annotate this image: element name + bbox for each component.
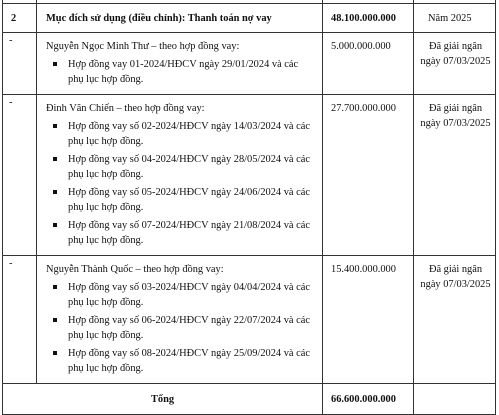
contract-item: Hợp đồng vay số 04-2024/HĐCV ngày 28/05/2024 và các phụ lục hợp đồng. (46, 152, 314, 182)
disbursement-note: Đã giải ngân ngày 07/03/2025 (414, 95, 496, 256)
bullet-icon (53, 285, 57, 289)
total-note-empty (414, 384, 496, 415)
purpose-amount: 48.100.000.000 (323, 4, 414, 33)
disbursement-note: Đã giải ngân ngày 07/03/2025 (414, 33, 496, 95)
lender-cell (37, 256, 323, 384)
contract-item: Hợp đồng vay số 03-2024/HĐCV ngày 04/04/2024 và các phụ lục hợp đồng. (46, 280, 314, 310)
row-dash: - (3, 95, 37, 256)
lender-name: Nguyễn Ngọc Minh Thư – theo hợp đồng vay: (46, 41, 240, 52)
contract-list (46, 280, 314, 376)
total-amount: 66.600.000.000 (323, 384, 414, 415)
row-dash: - (3, 33, 37, 95)
contract-item: Hợp đồng vay số 08-2024/HĐCV ngày 25/09/2024 và các phụ lục hợp đồng. (46, 346, 314, 376)
lender-amount: 5.000.000.000 (323, 33, 414, 95)
purpose-year: Năm 2025 (414, 4, 496, 33)
lender-amount: 27.700.000.000 (323, 95, 414, 256)
lender-cell (37, 95, 323, 256)
lender-amount: 15.400.000.000 (323, 256, 414, 384)
lender-name: Nguyễn Thành Quốc – theo hợp đồng vay: (46, 264, 224, 275)
lender-row (3, 256, 496, 384)
bullet-icon (53, 62, 57, 66)
lender-cell (37, 33, 323, 95)
row-number: 2 (3, 4, 37, 33)
purpose-header-row (3, 4, 496, 33)
total-label: Tổng (3, 384, 323, 415)
loan-repayment-table (2, 0, 496, 415)
contract-item: Hợp đồng vay số 06-2024/HĐCV ngày 22/07/2024 và các phụ lục hợp đồng. (46, 313, 314, 343)
bullet-icon (53, 223, 57, 227)
bullet-icon (53, 157, 57, 161)
contract-item: Hợp đồng vay 01-2024/HĐCV ngày 29/01/2024 và các phụ lục hợp đồng. (46, 57, 314, 87)
lender-name: Đinh Văn Chiến – theo hợp đồng vay: (46, 103, 205, 114)
bullet-icon (53, 190, 57, 194)
contract-item: Hợp đồng vay số 02-2024/HĐCV ngày 14/03/2024 và các phụ lục hợp đồng. (46, 119, 314, 149)
bullet-icon (53, 351, 57, 355)
contract-item: Hợp đồng vay số 07-2024/HĐCV ngày 21/08/2024 và các phụ lục hợp đồng. (46, 218, 314, 248)
purpose-title: Mục đích sử dụng (điều chỉnh): Thanh toán nợ vay (37, 4, 323, 33)
contract-list (46, 119, 314, 248)
contract-list (46, 57, 314, 87)
row-dash: - (3, 256, 37, 384)
disbursement-note: Đã giải ngân ngày 07/03/2025 (414, 256, 496, 384)
contract-item: Hợp đồng vay số 05-2024/HĐCV ngày 24/06/2024 và các phụ lục hợp đồng. (46, 185, 314, 215)
bullet-icon (53, 124, 57, 128)
bullet-icon (53, 318, 57, 322)
total-row (3, 384, 496, 415)
lender-row (3, 33, 496, 95)
lender-row (3, 95, 496, 256)
